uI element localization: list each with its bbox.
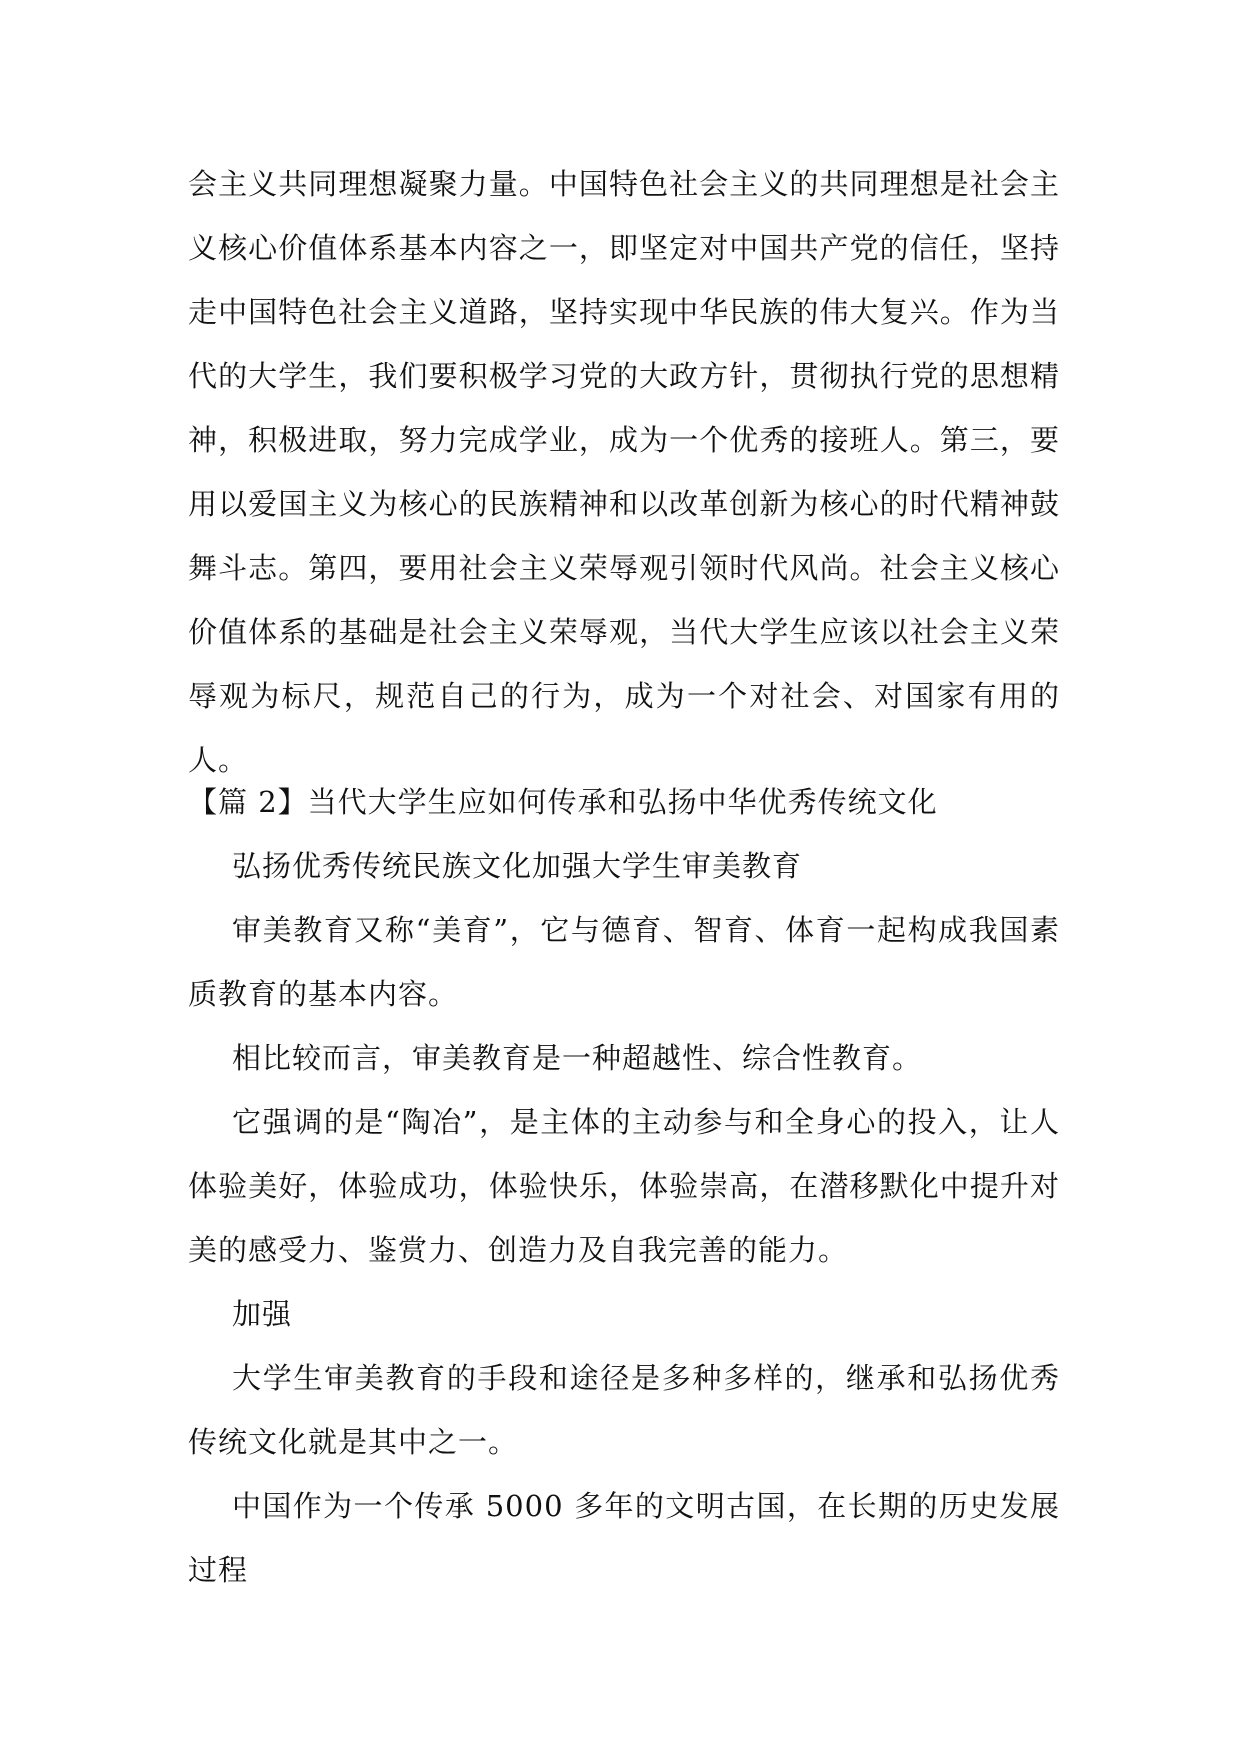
section-paragraph: 审美教育又称“美育”，它与德育、智育、体育一起构成我国素质教育的基本内容。 — [188, 913, 1060, 1011]
continuation-text-block — [188, 152, 1060, 792]
continuation-paragraph: 会主义共同理想凝聚力量。中国特色社会主义的共同理想是社会主义核心价值体系基本内容之一，即坚定对中国共产党的信任，坚持走中国特色社会主义道路，坚持实现中华民族的伟大复兴。作为当代的大学生，我们要积极学习党的大政方针，贯彻执行党的思想精神，积极进取，努力完成学业，成为一个优秀的接班人。第三，要用以爱国主义为核心的民族精神和以改革创新为核心的时代精神鼓舞斗志。第四，要用社会主义荣辱观引领时代风尚。社会主义核心价值体系的基础是社会主义荣辱观，当代大学生应该以社会主义荣辱观为标尺，规范自己的行为，成为一个对社会、对国家有用的人。 — [188, 167, 1060, 777]
section-paragraph: 加强 — [232, 1297, 293, 1331]
section-heading: 【篇 2】当代大学生应如何传承和弘扬中华优秀传统文化 — [188, 785, 938, 819]
section-paragraph: 它强调的是“陶冶”，是主体的主动参与和全身心的投入，让人体验美好，体验成功，体验快乐，体验崇高，在潜移默化中提升对美的感受力、鉴赏力、创造力及自我完善的能力。 — [188, 1105, 1060, 1267]
section-paragraph: 弘扬优秀传统民族文化加强大学生审美教育 — [232, 849, 803, 883]
section-paragraph: 中国作为一个传承 5000 多年的文明古国，在长期的历史发展过程 — [188, 1489, 1060, 1587]
section-2-block — [188, 770, 1060, 1602]
section-paragraph: 大学生审美教育的手段和途径是多种多样的，继承和弘扬优秀传统文化就是其中之一。 — [188, 1361, 1060, 1459]
section-paragraph: 相比较而言，审美教育是一种超越性、综合性教育。 — [232, 1041, 923, 1075]
